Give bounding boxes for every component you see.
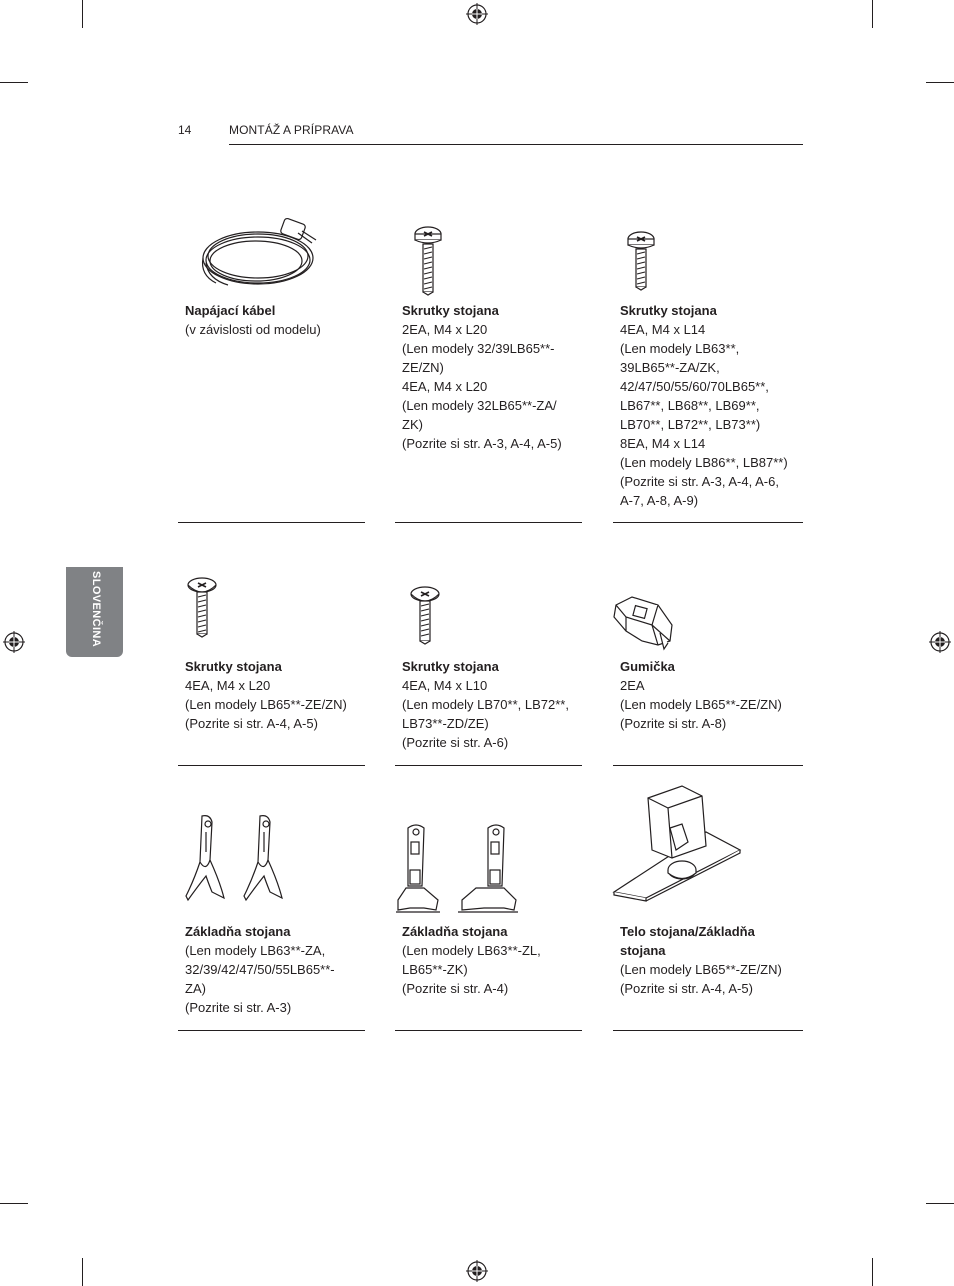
item-line: LB73**-ZD/ZE): [402, 716, 489, 731]
item-line: (Pozrite si str. A-3, A-4, A-5): [402, 436, 562, 451]
row-divider: [395, 1030, 582, 1031]
item-line: 42/47/50/55/60/70LB65**,: [620, 379, 769, 394]
item-line: ZA): [185, 981, 206, 996]
item-title: Skrutky stojana: [402, 303, 499, 318]
crop-mark: [872, 0, 873, 28]
item-line: 8EA, M4 x L14: [620, 436, 706, 451]
rubber-cap-icon: [612, 595, 674, 651]
crop-mark: [0, 1203, 28, 1204]
item-stand-body-base: [620, 922, 802, 998]
row-divider: [613, 522, 803, 523]
item-line: 4EA, M4 x L20: [402, 379, 488, 394]
item-title: stojana: [620, 943, 666, 958]
item-line: (Pozrite si str. A-4, A-5): [185, 716, 318, 731]
item-line: (Pozrite si str. A-6): [402, 735, 509, 750]
item-line: ZE/ZN): [402, 360, 444, 375]
language-tab-label: SLOVENČINA: [90, 571, 102, 648]
item-line: (Len modely LB65**-ZE/ZN): [185, 697, 347, 712]
item-line: (Len modely 32LB65**-ZA/: [402, 398, 557, 413]
stand-screw-icon: [413, 226, 443, 296]
crop-mark: [872, 1258, 873, 1286]
item-line: (Pozrite si str. A-4): [402, 981, 509, 996]
page-number: 14: [178, 123, 192, 137]
stand-body-base-icon: [612, 780, 742, 900]
row-divider: [395, 765, 582, 766]
item-stand-screws: [402, 657, 580, 752]
item-line: (Len modely LB65**-ZE/ZN): [620, 962, 782, 977]
item-line: (Pozrite si str. A-3): [185, 1000, 292, 1015]
row-divider: [178, 522, 365, 523]
item-title: Telo stojana/Základňa: [620, 924, 755, 939]
language-tab: [66, 567, 123, 657]
item-title: Skrutky stojana: [402, 659, 499, 674]
stand-screw-icon: [626, 231, 656, 293]
stand-screw-icon: [186, 577, 218, 639]
item-line: 2EA, M4 x L20: [402, 322, 488, 337]
section-title: MONTÁŽ A PRÍPRAVA: [229, 123, 354, 137]
crop-mark: [926, 82, 954, 83]
item-line: (Pozrite si str. A-8): [620, 716, 727, 731]
item-line: 4EA, M4 x L10: [402, 678, 488, 693]
item-line: A-7, A-8, A-9): [620, 493, 699, 508]
row-divider: [178, 1030, 365, 1031]
item-title: Napájací kábel: [185, 303, 276, 318]
item-line: (Len modely 32/39LB65**-: [402, 341, 555, 356]
item-rubber-cap: [620, 657, 802, 733]
item-line: (Len modely LB63**,: [620, 341, 740, 356]
item-line: (Len modely LB65**-ZE/ZN): [620, 697, 782, 712]
registration-mark-icon: [929, 631, 951, 653]
item-stand-base: [402, 922, 580, 998]
row-divider: [178, 765, 365, 766]
item-stand-base: [185, 922, 363, 1017]
stand-screw-icon: [409, 586, 441, 646]
item-title: Gumička: [620, 659, 675, 674]
item-line: 39LB65**-ZA/ZK,: [620, 360, 720, 375]
row-divider: [395, 522, 582, 523]
item-title: Základňa stojana: [185, 924, 291, 939]
item-line: 4EA, M4 x L20: [185, 678, 271, 693]
item-line: LB70**, LB72**, LB73**): [620, 417, 761, 432]
stand-legs-icon: [394, 822, 522, 916]
item-stand-screws: [402, 301, 580, 453]
crop-mark: [926, 1203, 954, 1204]
registration-mark-icon: [3, 631, 25, 653]
item-title: Skrutky stojana: [620, 303, 717, 318]
item-stand-screws: [185, 657, 363, 733]
crop-mark: [82, 0, 83, 28]
crop-mark: [0, 82, 28, 83]
item-line: 32/39/42/47/50/55LB65**-: [185, 962, 335, 977]
power-cable-icon: [198, 213, 328, 293]
row-divider: [613, 765, 803, 766]
item-title: Základňa stojana: [402, 924, 508, 939]
item-line: (v závislosti od modelu): [185, 322, 321, 337]
item-line: LB67**, LB68**, LB69**,: [620, 398, 760, 413]
item-title: Skrutky stojana: [185, 659, 282, 674]
item-line: (Len modely LB63**-ZL,: [402, 943, 541, 958]
item-power-cable: [185, 301, 360, 339]
item-line: (Len modely LB86**, LB87**): [620, 455, 788, 470]
crop-mark: [82, 1258, 83, 1286]
item-line: LB65**-ZK): [402, 962, 468, 977]
registration-mark-icon: [466, 3, 488, 25]
header-divider: [229, 144, 803, 145]
stand-legs-icon: [184, 812, 294, 904]
item-stand-screws: [620, 301, 802, 510]
row-divider: [613, 1030, 803, 1031]
item-line: (Pozrite si str. A-4, A-5): [620, 981, 753, 996]
item-line: (Len modely LB63**-ZA,: [185, 943, 326, 958]
item-line: 4EA, M4 x L14: [620, 322, 706, 337]
item-line: 2EA: [620, 678, 645, 693]
registration-mark-icon: [466, 1260, 488, 1282]
item-line: (Len modely LB70**, LB72**,: [402, 697, 569, 712]
item-line: (Pozrite si str. A-3, A-4, A-6,: [620, 474, 779, 489]
item-line: ZK): [402, 417, 423, 432]
